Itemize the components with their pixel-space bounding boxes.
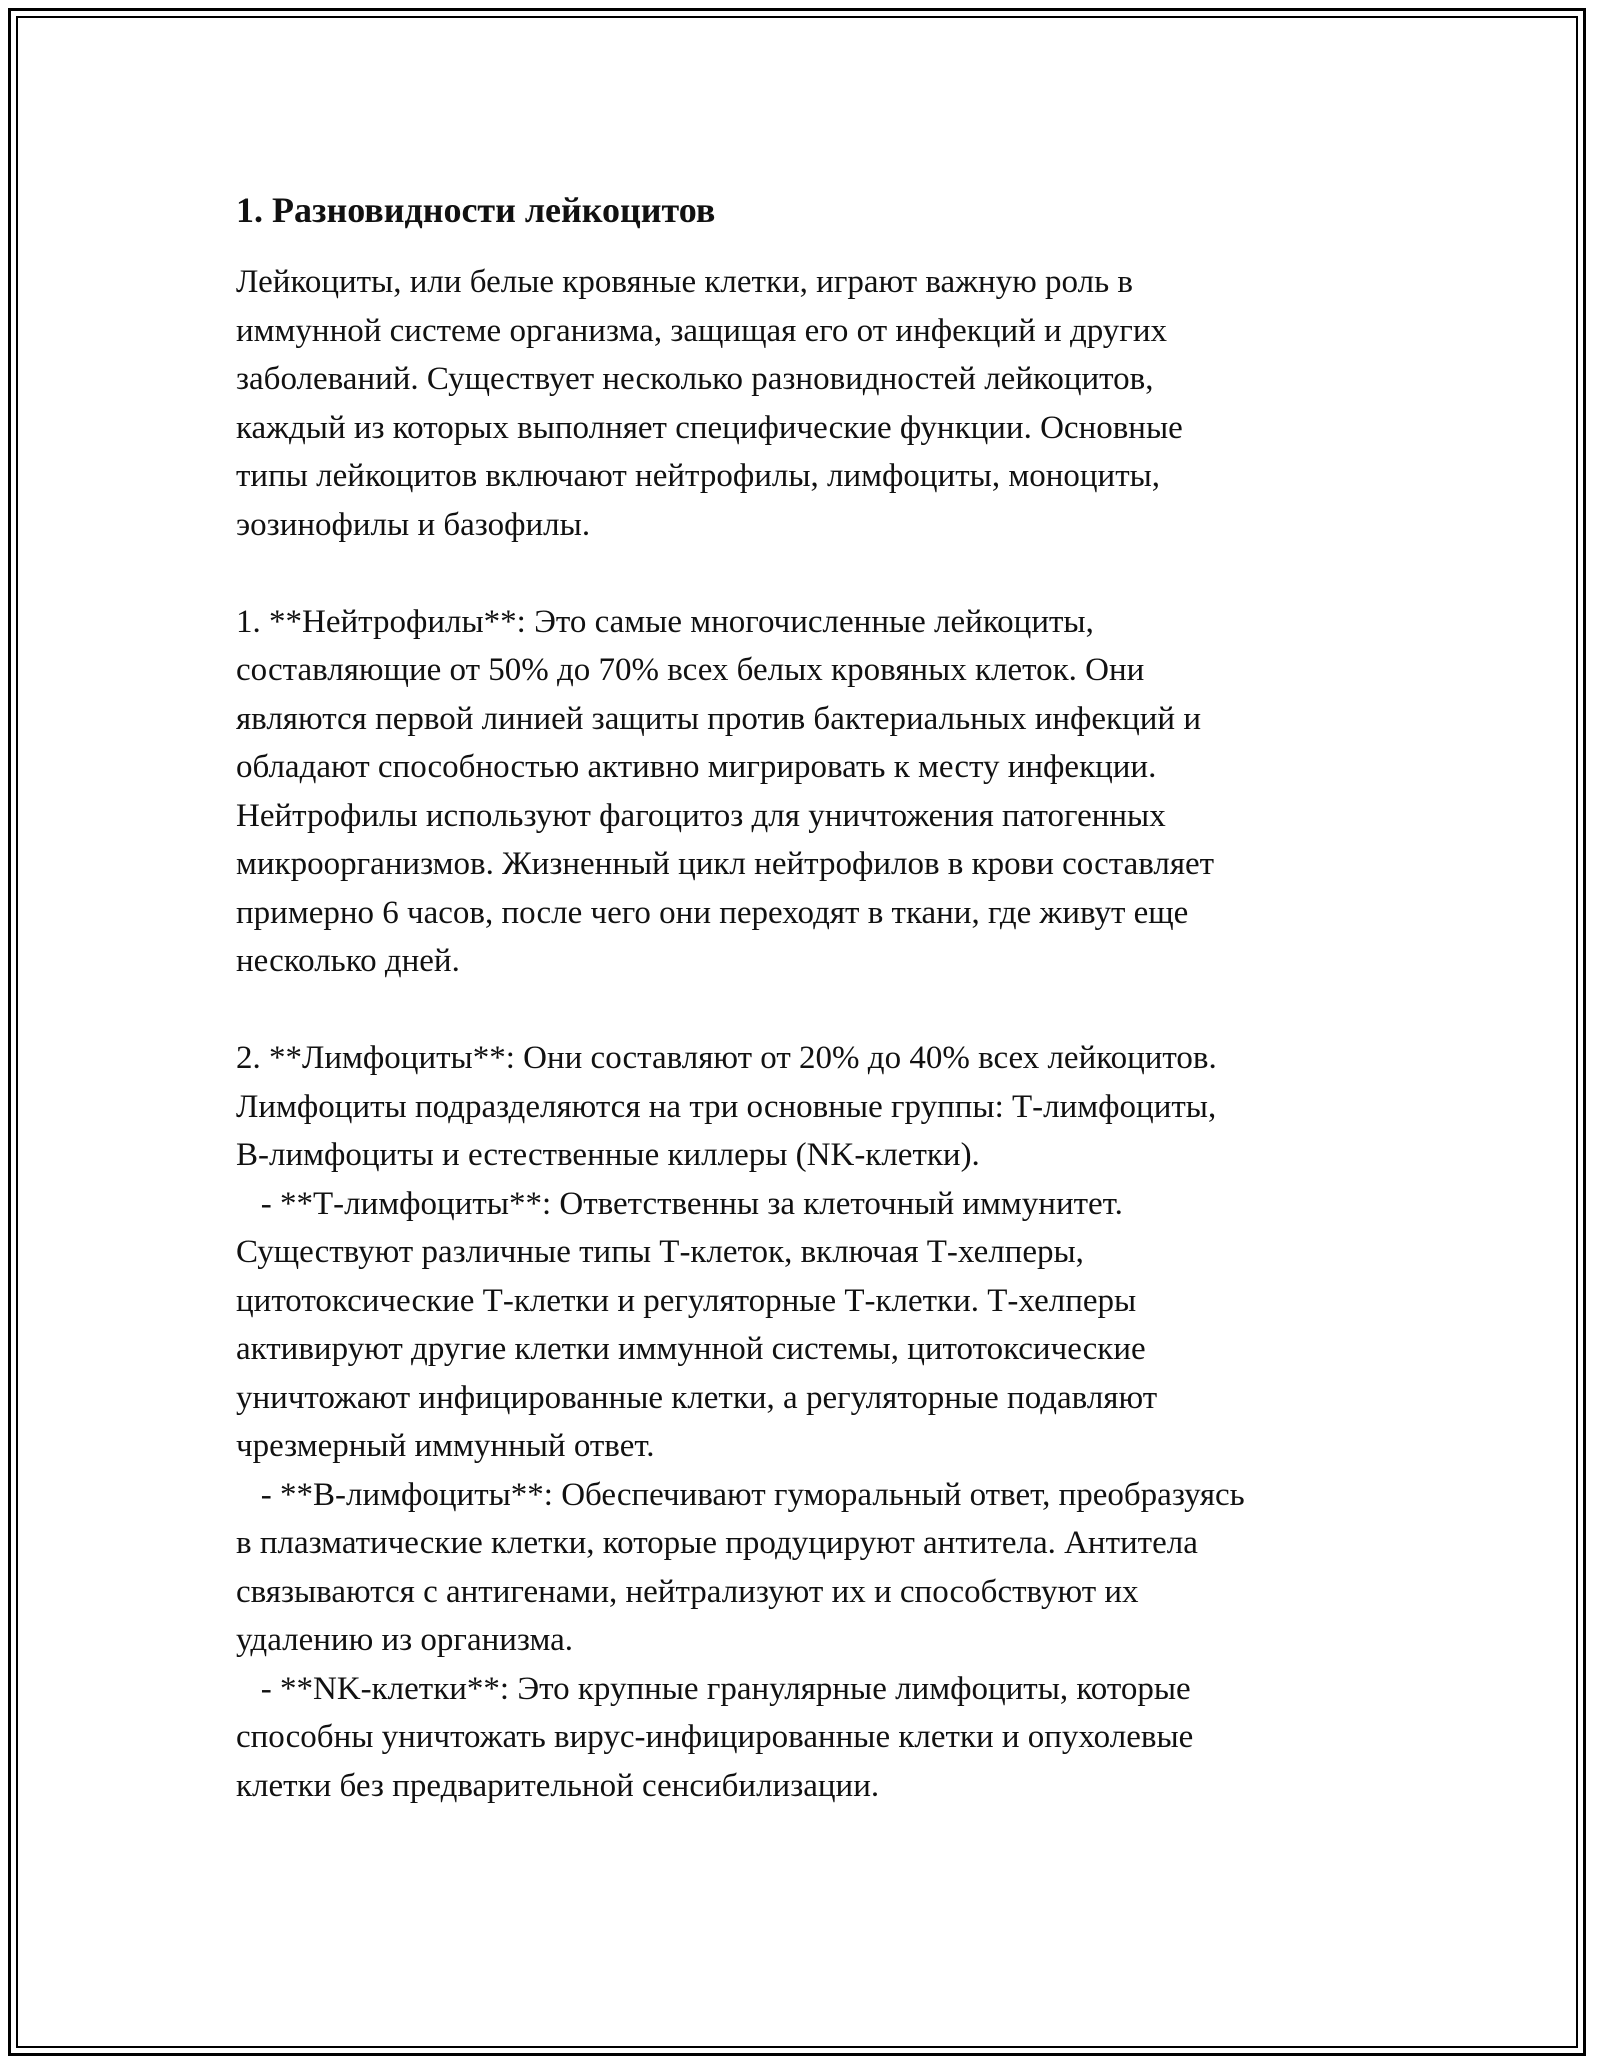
document-body [236, 188, 1386, 1810]
sub-item-b-lymphocytes: - **В-лимфоциты**: Обеспечивают гуморальный ответ, преобразуясь в плазматические клетки, которые продуцируют антитела. Антитела связываются с антигенами, нейтрализуют их и способствуют их удалению из организма. [236, 1476, 1245, 1658]
sub-item-t-lymphocytes: - **Т-лимфоциты**: Ответственны за клеточный иммунитет. Существуют различные типы Т-клеток, включая Т-хелперы, цитотоксические Т-клетки и регуляторные Т-клетки. Т-хелперы активируют другие клетки иммунной системы, цитотоксические уничтожают инфицированные клетки, а регуляторные подавляют чрезмерный иммунный ответ. [236, 1185, 1158, 1464]
list-item-lymphocytes: 2. **Лимфоциты**: Они составляют от 20% до 40% всех лейкоцитов. Лимфоциты подразделяются на три основные группы: Т-лимфоциты, В-лимфоциты и естественные киллеры (NK-клетки). [236, 1040, 1217, 1173]
intro-paragraph: Лейкоциты, или белые кровяные клетки, играют важную роль в иммунной системе организма, защищая его от инфекций и других заболеваний. Существует несколько разновидностей лейкоцитов, каждый из которых выполняет специфические функции. Основные типы лейкоцитов включают нейтрофилы, лимфоциты, моноциты, эозинофилы и базофилы. [236, 264, 1183, 543]
list-item-neutrophils: 1. **Нейтрофилы**: Это самые многочисленные лейкоциты, составляющие от 50% до 70% всех белых кровяных клеток. Они являются первой линией защиты против бактериальных инфекций и обладают способностью активно мигрировать к месту инфекции. Нейтрофилы используют фагоцитоз для уничтожения патогенных микроорганизмов. Жизненный цикл нейтрофилов в крови составляет примерно 6 часов, после чего они переходят в ткани, где живут еще несколько дней. [236, 603, 1215, 979]
section-heading: 1. Разновидности лейкоцитов [236, 190, 716, 230]
sub-item-nk-cells: - **NK-клетки**: Это крупные гранулярные лимфоциты, которые способны уничтожать вирус-инфицированные клетки и опухолевые клетки без предварительной сенсибилизации. [236, 1670, 1194, 1804]
paragraph-gap [236, 986, 1386, 1035]
paragraph-gap [236, 549, 1386, 598]
